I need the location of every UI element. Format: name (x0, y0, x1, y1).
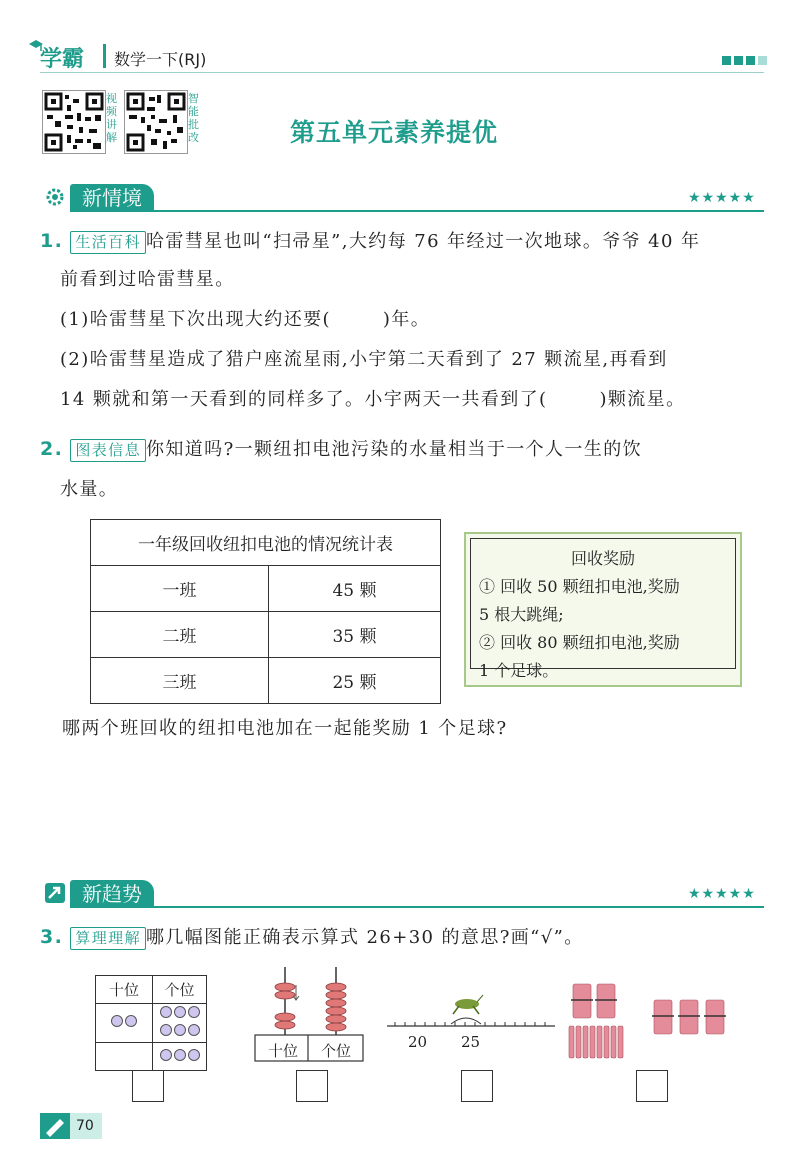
header (0, 0, 800, 80)
page-title: 第五单元素养提优 (290, 118, 499, 147)
table-cell: 二班 (91, 612, 269, 658)
answer-checkbox[interactable] (461, 1070, 493, 1102)
header-square (746, 56, 755, 65)
table-row (91, 658, 441, 704)
reward-content (470, 538, 736, 680)
pv-cell (153, 1004, 207, 1043)
header-rule (40, 72, 764, 73)
number-line-illustration (385, 990, 557, 1034)
answer-checkbox[interactable] (636, 1070, 668, 1102)
question-number: 2. (40, 438, 64, 460)
table-cell: 一班 (91, 566, 269, 612)
book-subtitle: 数学一下(RJ) (114, 50, 207, 69)
grasshopper-icon (453, 995, 483, 1014)
question-tag: 图表信息 (70, 439, 146, 462)
q1-sub2-text: 14 颗就和第一天看到的同样多了。小宇两天一共看到了( (60, 389, 548, 410)
q1-sub2-suffix: )颗流星。 (599, 389, 686, 410)
reward-item: ① 回收 50 颗纽扣电池,奖励 (479, 577, 680, 596)
gear-icon (44, 186, 66, 208)
q1-sub1 (60, 307, 700, 333)
q1-line2: 前看到过哈雷彗星。 (60, 269, 235, 290)
question-1 (40, 228, 700, 413)
question-3 (40, 924, 584, 951)
pv-header-ones: 个位 (153, 976, 207, 1004)
qr-code-icon (125, 91, 187, 153)
pencil-icon (40, 1113, 70, 1139)
table-row (91, 612, 441, 658)
reward-item: 1 个足球。 (479, 661, 559, 680)
header-square (722, 56, 731, 65)
difficulty-stars: ★★★★★ (688, 886, 756, 902)
question-number: 3. (40, 926, 64, 948)
q1-sub2-line1: (2)哈雷彗星造成了猎户座流星雨,小宇第二天看到了 27 颗流星,再看到 (60, 349, 668, 370)
table-cell: 35 颗 (269, 612, 441, 658)
difficulty-stars: ★★★★★ (688, 190, 756, 206)
reward-item: ② 回收 80 颗纽扣电池,奖励 (479, 633, 680, 652)
table-cell: 45 颗 (269, 566, 441, 612)
abacus-label-ones: 个位 (320, 1042, 351, 1060)
q1-sub1-suffix: )年。 (382, 309, 431, 330)
table-cell: 三班 (91, 658, 269, 704)
header-divider (103, 44, 106, 68)
qr-code-video[interactable] (42, 90, 106, 154)
header-square (758, 56, 767, 65)
reward-box (464, 532, 742, 687)
qr-label-grading: 智能批改 (188, 92, 199, 144)
q2-line1 (40, 436, 642, 463)
reward-item: 5 根大跳绳; (479, 605, 564, 624)
table-cell: 25 颗 (269, 658, 441, 704)
qr-code-icon (43, 91, 105, 153)
question-number: 1. (40, 230, 64, 252)
q1-text: 哈雷彗星也叫“扫帚星”,大约每 76 年经过一次地球。爷爷 40 年 (145, 231, 701, 252)
pv-cell (96, 1004, 153, 1043)
answer-checkbox[interactable] (132, 1070, 164, 1102)
trend-arrow-icon (44, 882, 66, 904)
table-row (91, 566, 441, 612)
q2-question: 哪两个班回收的纽扣电池加在一起能奖励 1 个足球? (62, 718, 508, 739)
qr-code-grading[interactable] (124, 90, 188, 154)
q1-sub1-text: (1)哈雷彗星下次出现大约还要( (60, 309, 331, 330)
number-line-label-25: 25 (461, 1033, 481, 1051)
section-tab-new-trend: 新趋势 (70, 880, 154, 908)
brand-logo: 学霸 (40, 47, 85, 72)
table-title: 一年级回收纽扣电池的情况统计表 (91, 520, 441, 566)
qr-label-video: 视频讲解 (106, 92, 117, 144)
pv-header-tens: 十位 (96, 976, 153, 1004)
q3-text: 哪几幅图能正确表示算式 26+30 的意思?画“√”。 (145, 927, 584, 948)
section-rule (70, 210, 764, 212)
question-2 (40, 436, 642, 503)
abacus-label-tens: 十位 (267, 1042, 298, 1060)
pv-cell (96, 1043, 153, 1071)
statistics-table (90, 519, 441, 704)
section-rule (70, 906, 764, 908)
section-tab-new-situation: 新情境 (70, 184, 154, 212)
pv-cell (153, 1043, 207, 1071)
question-tag: 生活百科 (70, 231, 146, 254)
q1-sub2-line2 (60, 387, 700, 413)
question-tag: 算理理解 (70, 927, 146, 950)
page-number: 70 (76, 1118, 94, 1134)
q1-line1 (40, 228, 700, 255)
reward-title: 回收奖励 (570, 549, 635, 568)
number-line-label-20: 20 (408, 1033, 428, 1051)
place-value-chart (95, 975, 207, 1071)
counting-sticks-illustration (565, 978, 740, 1060)
q2-line2: 水量。 (60, 479, 119, 500)
answer-checkbox[interactable] (296, 1070, 328, 1102)
q2-text: 你知道吗?一颗纽扣电池污染的水量相当于一个人一生的饮 (145, 439, 643, 460)
header-square (734, 56, 743, 65)
